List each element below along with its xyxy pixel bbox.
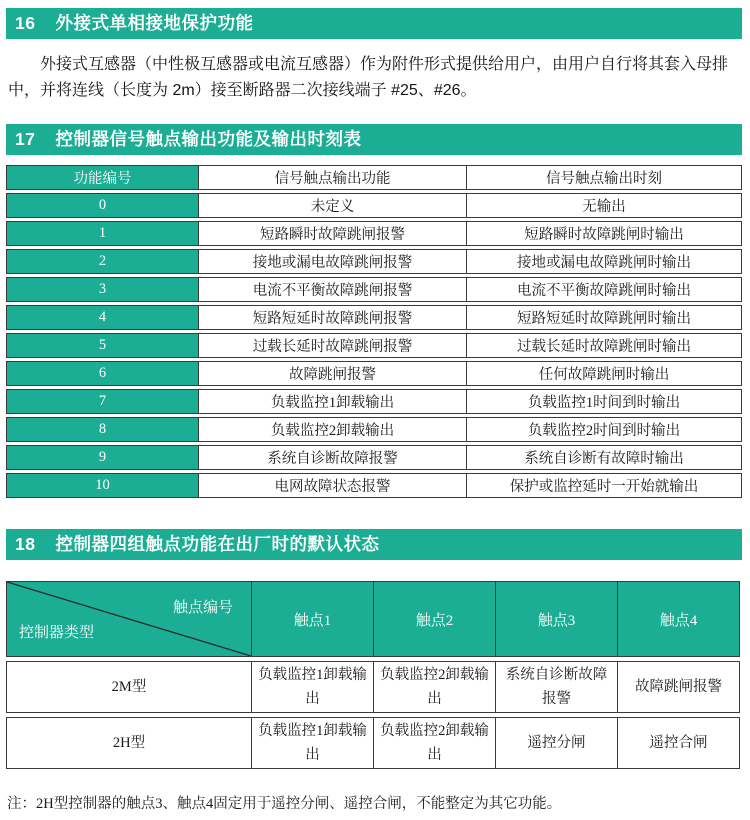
cell-output-time: 任何故障跳闸时输出 (467, 361, 742, 386)
cell-output-function: 过载长延时故障跳闸报警 (199, 333, 467, 358)
section-17-number: 17 (15, 129, 36, 149)
cell-function-no: 3 (6, 277, 199, 302)
table-row (6, 221, 742, 246)
cell-controller-type: 2M型 (6, 661, 252, 713)
cell-function-no: 5 (6, 333, 199, 358)
section-17-header (6, 124, 742, 155)
section-18-header (6, 529, 742, 560)
cell-contact-2: 负载监控2卸载输出 (374, 717, 496, 769)
cell-output-function: 电网故障状态报警 (199, 473, 467, 498)
cell-contact-4: 遥控合闸 (618, 717, 740, 769)
cell-output-function: 短路短延时故障跳闸报警 (199, 305, 467, 330)
section-17-title: 控制器信号触点输出功能及输出时刻表 (55, 129, 362, 149)
cell-output-time: 短路瞬时故障跳闸时输出 (467, 221, 742, 246)
cell-contact-1: 负载监控1卸载输出 (252, 717, 374, 769)
cell-function-no: 10 (6, 473, 199, 498)
diagonal-corner-cell (6, 581, 252, 657)
cell-function-no: 0 (6, 193, 199, 218)
header-cell-output-function: 信号触点输出功能 (199, 165, 467, 190)
cell-contact-1: 负载监控1卸载输出 (252, 661, 374, 713)
table-row (6, 389, 742, 414)
cell-output-function: 系统自诊断故障报警 (199, 445, 467, 470)
cell-function-no: 1 (6, 221, 199, 246)
table-row (6, 417, 742, 442)
cell-controller-type: 2H型 (6, 717, 252, 769)
table-row (6, 249, 742, 274)
section-18-title: 控制器四组触点功能在出厂时的默认状态 (55, 534, 380, 554)
table-row (6, 305, 742, 330)
cell-function-no: 9 (6, 445, 199, 470)
section-16-title: 外接式单相接地保护功能 (55, 13, 254, 33)
table-row (6, 193, 742, 218)
cell-output-time: 电流不平衡故障跳闸时输出 (467, 277, 742, 302)
header-cell-contact-3: 触点3 (496, 581, 618, 657)
table-row (6, 361, 742, 386)
cell-output-time: 短路短延时故障跳闸时输出 (467, 305, 742, 330)
header-cell-output-time: 信号触点输出时刻 (467, 165, 742, 190)
header-cell-function-no: 功能编号 (6, 165, 199, 190)
cell-function-no: 2 (6, 249, 199, 274)
cell-output-function: 负载监控2卸载输出 (199, 417, 467, 442)
section-16-header (6, 8, 742, 39)
cell-output-function: 电流不平衡故障跳闸报警 (199, 277, 467, 302)
cell-output-function: 未定义 (199, 193, 467, 218)
cell-output-function: 接地或漏电故障跳闸报警 (199, 249, 467, 274)
header-cell-contact-2: 触点2 (374, 581, 496, 657)
header-cell-contact-4: 触点4 (618, 581, 740, 657)
footnote: 注：2H型控制器的触点3、触点4固定用于遥控分闸、遥控合闸，不能整定为其它功能。 (7, 796, 562, 812)
corner-label-contact-no: 触点编号 (172, 600, 233, 616)
cell-output-function: 故障跳闸报警 (199, 361, 467, 386)
cell-output-time: 负载监控1时间到时输出 (467, 389, 742, 414)
header-cell-contact-1: 触点1 (252, 581, 374, 657)
cell-output-time: 无输出 (467, 193, 742, 218)
table-header-row (6, 581, 740, 657)
table-row (6, 333, 742, 358)
cell-output-time: 过载长延时故障跳闸时输出 (467, 333, 742, 358)
table-row (6, 277, 742, 302)
section-18-number: 18 (15, 534, 36, 554)
cell-function-no: 4 (6, 305, 199, 330)
section-16-paragraph: 外接式互感器（中性极互感器或电流互感器）作为附件形式提供给用户，由用户自行将其套入母排中，并将连线（长度为 2m）接至断路器二次接线端子 #25、#26。 (8, 56, 729, 99)
cell-contact-3: 遥控分闸 (496, 717, 618, 769)
signal-output-table (6, 162, 742, 501)
table-row (6, 473, 742, 498)
table-row (6, 661, 740, 713)
section-16-number: 16 (15, 13, 36, 33)
cell-output-time: 保护或监控延时一开始就输出 (467, 473, 742, 498)
cell-function-no: 6 (6, 361, 199, 386)
diagonal-line (7, 582, 251, 656)
cell-contact-4: 故障跳闸报警 (618, 661, 740, 713)
cell-output-time: 接地或漏电故障跳闸时输出 (467, 249, 742, 274)
cell-output-function: 负载监控1卸载输出 (199, 389, 467, 414)
cell-output-function: 短路瞬时故障跳闸报警 (199, 221, 467, 246)
cell-function-no: 7 (6, 389, 199, 414)
cell-function-no: 8 (6, 417, 199, 442)
corner-label-controller-type: 控制器类型 (19, 625, 95, 641)
table-row (6, 445, 742, 470)
cell-output-time: 负载监控2时间到时输出 (467, 417, 742, 442)
cell-contact-3: 系统自诊断故障报警 (496, 661, 618, 713)
cell-contact-2: 负载监控2卸载输出 (374, 661, 496, 713)
table-row (6, 717, 740, 769)
table-header-row (6, 165, 742, 190)
default-contacts-table (6, 577, 740, 773)
cell-output-time: 系统自诊断有故障时输出 (467, 445, 742, 470)
